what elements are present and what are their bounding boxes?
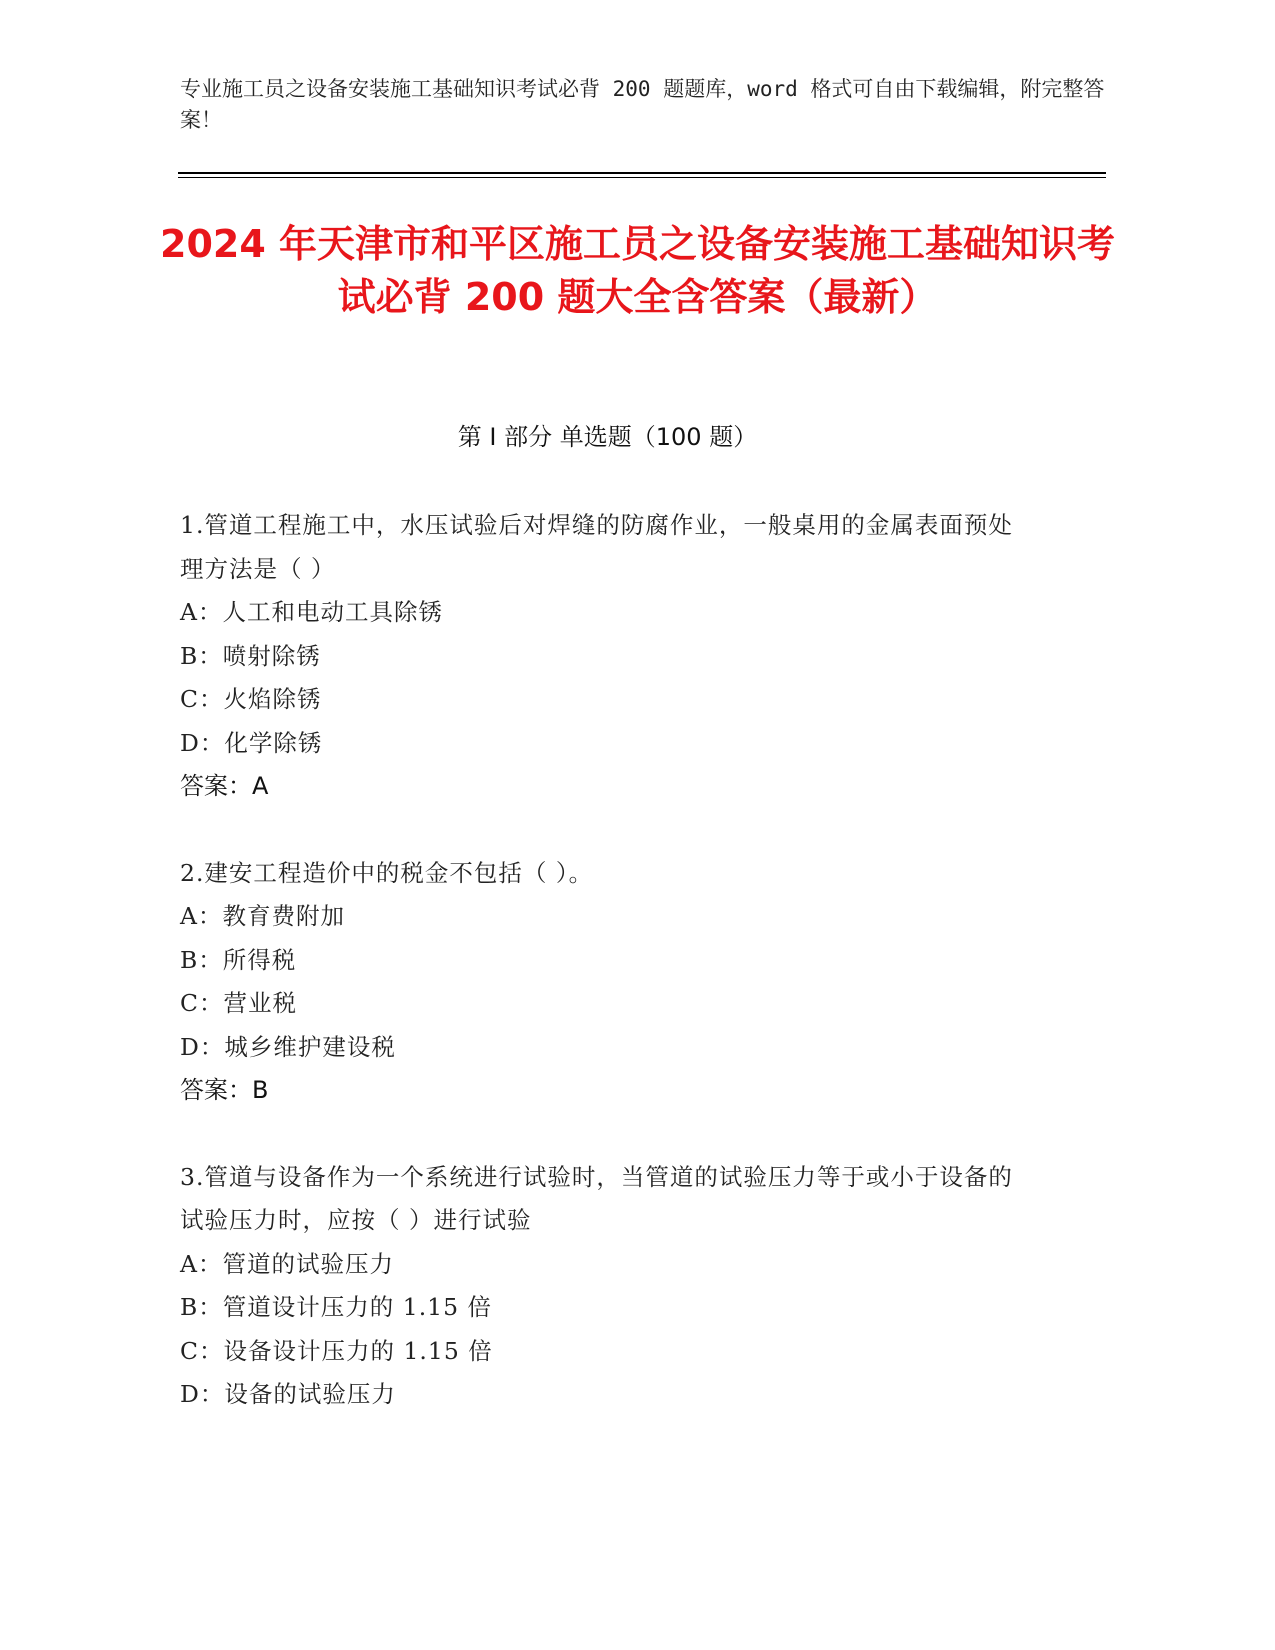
header-divider-thin xyxy=(178,177,1106,178)
section-title: 第 I 部分 单选题（100 题） xyxy=(457,423,758,451)
question-1 xyxy=(180,504,1040,809)
option-b: B：所得税 xyxy=(180,945,297,974)
option-c: C：设备设计压力的 1.15 倍 xyxy=(180,1336,493,1365)
header-divider-thick xyxy=(178,172,1106,174)
question-2 xyxy=(180,852,1040,1113)
answer: 答案：B xyxy=(180,1076,269,1104)
question-3 xyxy=(180,1156,1040,1417)
question-list xyxy=(180,504,1040,1460)
question-stem: 2.建安工程造价中的税金不包括（ ）。 xyxy=(180,858,594,887)
header-note: 专业施工员之设备安装施工基础知识考试必背 200 题题库，word 格式可自由下载编辑，附完整答案！ xyxy=(180,77,1105,132)
option-b: B：管道设计压力的 1.15 倍 xyxy=(180,1293,493,1321)
option-c: C：火焰除锈 xyxy=(180,685,322,713)
option-c: C：营业税 xyxy=(180,989,297,1017)
option-d: D：化学除锈 xyxy=(180,728,323,757)
option-a: A：人工和电动工具除锈 xyxy=(180,598,443,626)
question-stem: 3.管道与设备作为一个系统进行试验时，当管道的试验压力等于或小于设备的试验压力时，应按（ ）进行试验 xyxy=(180,1162,1013,1234)
option-b: B：喷射除锈 xyxy=(180,641,321,670)
option-a: A：管道的试验压力 xyxy=(180,1249,394,1278)
option-d: D：设备的试验压力 xyxy=(180,1380,396,1408)
option-d: D：城乡维护建设税 xyxy=(180,1032,396,1061)
option-a: A：教育费附加 xyxy=(180,902,345,930)
question-stem: 1.管道工程施工中，水压试验后对焊缝的防腐作业，一般桌用的金属表面预处理方法是（ ） xyxy=(180,511,1013,583)
document-title: 2024 年天津市和平区施工员之设备安装施工基础知识考试必背 200 题大全含答案（最新） xyxy=(160,222,1115,319)
answer: 答案：A xyxy=(180,772,269,800)
